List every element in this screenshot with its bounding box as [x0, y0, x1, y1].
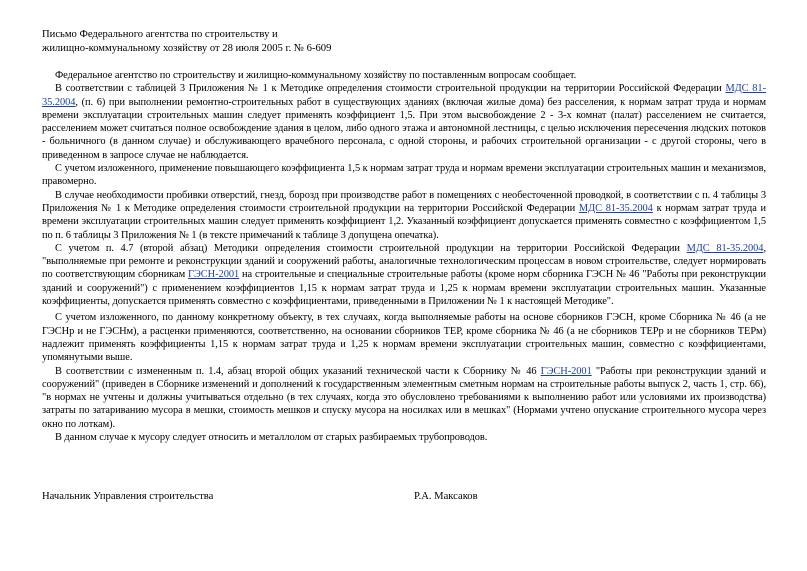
paragraph-text: В случае необходимости пробивки отверстий, гнезд, борозд при производстве работ в помещениях с необесточенной проводкой, в соответствии с п. 4 таблицы 3 Приложения № 1 к Методике определения стоимости строительной продукции на территории Российской Федерации [42, 189, 766, 214]
paragraph-text: В соответствии с измененным п. 1.4, абзац второй общих указаний технической части к Сборнику № 46 [55, 365, 541, 377]
signature-position: Начальник Управления строительства [42, 491, 214, 502]
title-line-2: жилищно-коммунальному хозяйству от 28 июля 2005 г. № 6-609 [42, 42, 332, 54]
title-line-1: Письмо Федерального агентства по строительству и [42, 29, 278, 40]
paragraph-methodology-4-7 [42, 242, 766, 308]
paragraph-conclusion-1-5: С учетом изложенного, применение повышающего коэффициента 1,5 к нормам затрат труда и нормам времени эксплуатации строительных машин и механизмов, правомерно. [42, 163, 766, 188]
letter-body [42, 69, 766, 444]
signature-name: Р.А. Максаков [414, 491, 478, 502]
paragraph-coefficient-1-2 [42, 189, 766, 242]
paragraph-text: В соответствии с таблицей 3 Приложения № 1 к Методике определения стоимости строительной продукции на территории Российской Федерации [55, 83, 726, 95]
mds-81-35-2004-link[interactable]: МДС 81-35.2004 [42, 83, 766, 108]
gesn-2001-link[interactable]: ГЭСН-2001 [188, 269, 240, 281]
paragraph-specific-object: С учетом изложенного, по данному конкретному объекту, в тех случаях, когда выполняемые работы на основе сборников ГЭСН, кроме Сборника № 46 (а не ГЭСНр и не ГЭСНм), а расценки применяются, соответственно, на основании сборников ТЕР, кроме сборника № 46 (а не сборников ТЕРр и не сборников ТЕРм) надлежит применять коэффициенты 1,15 к нормам затрат труда и 1,25 к нормам времени эксплуатации строительных машин, совместно с коэффициентами, упомянутыми выше. [42, 312, 766, 364]
paragraph-text: , "выполняемые при ремонте и реконструкции зданий и сооружений работы, аналогичные технологическим процессам в новом строительстве, следует нормировать по соответствующим сборникам [42, 242, 766, 281]
gesn-2001-link[interactable]: ГЭСН-2001 [540, 365, 592, 377]
paragraph-text: на строительные и специальные строительные работы (кроме норм сборника ГЭСН № 46 "Работы при реконструкции зданий и сооружений") с применением коэффициентов 1,15 к нормам затрат труда и 1,25 к нормам времени эксплуатации строительных машин. Указанные коэффициенты, допускается применять совместно с коэффициентами, приведенными в Приложении № 1 к настоящей Методике". [42, 269, 767, 308]
letter-title [42, 28, 766, 55]
paragraph-text: , (п. 6) при выполнении ремонтно-строительных работ в существующих зданиях (включая жилые дома) без расселения, к нормам затрат труда и нормам времени эксплуатации строительных машин следует применять коэффициент 1,5. При этом высвобождение 2 - 3-х комнат (палат) расселением не считается, расселением может считаться полное освобождение здания в целом, либо одного этажа и автономной лестницы, с целью исключения пересечения людских потоков - больничного (в данном случае) и обслуживающего врачебного персонала, с одной стороны, и рабочих строительной организации - с другой стороны, чего в приведенном в запросе случае не наблюдается. [42, 96, 766, 161]
paragraph-intro: Федеральное агентство по строительству и жилищно-коммунальному хозяйству по поставленным вопросам сообщает. [55, 70, 577, 81]
mds-81-35-2004-link[interactable]: МДС 81-35.2004 [686, 242, 764, 254]
paragraph-coefficient-1-5 [42, 82, 766, 162]
letter-page [42, 28, 767, 502]
paragraph-text: С учетом п. 4.7 (второй абзац) Методики определения стоимости строительной продукции на территории Российской Федерации [55, 242, 687, 254]
paragraph-collection-46 [42, 365, 766, 431]
paragraph-text: "Работы при реконструкции зданий и сооружений" (приведен в Сборнике изменений и дополнений к государственным элементным сметным нормам на строительные работы выпуск 2, часть 1, стр. 66), "в нормах не учтены и должны учитываться отдельно (в тех случаях, когда это обусловлено требованиями к выполнению работ или условиями их производства) затраты по затариванию мусора в мешки, стоимость мешков и спуску мусора на носилках или в мешках" (Нормами учтено опускание строительного мусора через окно по лоткам). [42, 365, 766, 430]
paragraph-text: к нормам затрат труда и времени эксплуатации строительных машин следует применять коэффициент 1,2. Указанный коэффициент допускается применять совместно с коэффициентом 1,5 по п. 6 таблицы 3 Приложения № 1 (в тексте примечаний к таблице 3 допущена опечатка). [42, 202, 766, 241]
paragraph-scrap-metal: В данном случае к мусору следует относить и металлолом от старых разбираемых трубопроводов. [55, 432, 488, 444]
mds-81-35-2004-link[interactable]: МДС 81-35.2004 [578, 202, 653, 214]
